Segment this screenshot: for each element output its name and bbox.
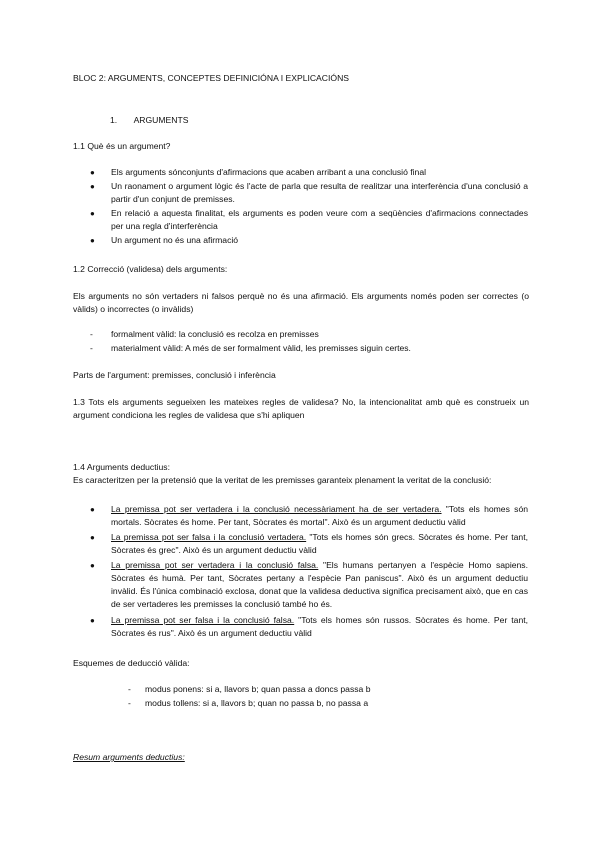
subsection-1-4-intro: Es caracteritzen per la pretensió que la veritat de les premisses garanteix plenament la veritat de la conclusió: xyxy=(73,475,492,485)
dash-icon: - xyxy=(128,684,131,694)
list-item-text xyxy=(111,503,528,529)
bullet-icon: ● xyxy=(90,182,95,191)
list-item-text: Els arguments sónconjunts d'afirmacions que acaben arribant a una conclusió final xyxy=(111,167,427,177)
dash-icon: - xyxy=(90,343,93,353)
bullet-icon: ● xyxy=(90,168,95,177)
list-item-text: En relació a aquesta finalitat, els arguments es poden veure com a seqüències d'afirmacions connectades per una regla d'interferència xyxy=(111,208,528,231)
list-item-rest: "Tots els homes són grecs. Sòcrates és home. Per tant, Sòcrates és grec". Això és un argument deductiu vàlid xyxy=(111,532,528,555)
section-1-number: 1. xyxy=(110,115,118,125)
list-item-lead: La premissa pot ser falsa i la conclusió vertadera. xyxy=(111,532,307,542)
list-item-text: Un raonament o argument lògic és l'acte de parla que resulta de realitzar una interferència d'una conclusió a partir d'un conjunt de premisses. xyxy=(111,181,528,204)
list-item-lead: La premissa pot ser vertadera i la conclusió falsa. xyxy=(111,560,319,570)
bullet-icon: ● xyxy=(90,505,95,514)
bullet-icon: ● xyxy=(90,616,95,625)
deductive-summary-heading: Resum arguments deductius: xyxy=(73,752,185,762)
section-1-heading xyxy=(110,114,410,127)
list-item-rest: "Tots els homes són russos. Sòcrates és home. Per tant, Sòcrates és rus". Això és un argument deductiu vàlid xyxy=(111,615,528,638)
subsection-1-2-paragraph: Els arguments no són vertaders ni falsos perquè no és una afirmació. Els arguments només poden ser correctes (o vàlids) o incorrectes (o invàlids) xyxy=(73,291,529,314)
list-item-text: materialment vàlid: A més de ser formalment vàlid, les premisses siguin certes. xyxy=(111,343,411,353)
list-item-rest: "Tots els homes són mortals. Sòcrates és home. Per tant, Sòcrates és mortal". Això és un argument deductiu vàlid xyxy=(111,504,529,527)
bullet-icon: ● xyxy=(90,209,95,218)
list-item-lead: La premissa pot ser vertadera i la conclusió necessàriament ha de ser vertadera. xyxy=(111,504,442,514)
dash-icon: - xyxy=(90,329,93,339)
document-title: BLOC 2: ARGUMENTS, CONCEPTES DEFINICIÓNA I EXPLICACIÓNS xyxy=(73,73,350,83)
list-item-lead: La premissa pot ser falsa i la conclusió falsa. xyxy=(111,615,295,625)
list-item-text xyxy=(111,614,528,640)
argument-parts-line: Parts de l'argument: premisses, conclusió i inferència xyxy=(73,370,276,380)
subsection-1-4-heading: 1.4 Arguments deductius: xyxy=(73,462,170,472)
list-item-text xyxy=(111,559,528,611)
subsection-1-3-paragraph: 1.3 Tots els arguments segueixen les mateixes regles de validesa? No, la intencionalitat amb què es construeix un argument condiciona les regles de validesa que s'hi apliquen xyxy=(73,397,529,420)
subsection-1-2-heading: 1.2 Correcció (validesa) dels arguments: xyxy=(73,264,228,274)
bullet-icon: ● xyxy=(90,533,95,542)
bullet-icon: ● xyxy=(90,236,95,245)
subsection-1-1-heading: 1.1 Què és un argument? xyxy=(73,141,171,151)
dash-icon: - xyxy=(128,698,131,708)
list-item-rest: "Els humans pertanyen a l'espècie Homo sapiens. Sòcrates és humà. Per tant, Sòcrates pertany a l'espècie Pan paniscus". Això és un argument deductiu invàlid. És l'única combinació exclosa, donat que la validesa deductiva significa precisament això, que en cas de ser vertaderes les premisses la conclusió també ho és. xyxy=(111,560,528,609)
list-item-text: formalment vàlid: la conclusió es recolza en premisses xyxy=(111,329,319,339)
list-item-text xyxy=(111,531,528,557)
bullet-icon: ● xyxy=(90,561,95,570)
section-1-title: ARGUMENTS xyxy=(133,115,189,125)
valid-schemes-heading: Esquemes de deducció vàlida: xyxy=(73,658,190,668)
list-item-text: modus ponens: si a, llavors b; quan passa a doncs passa b xyxy=(145,684,371,694)
list-item-text: modus tollens: si a, llavors b; quan no passa b, no passa a xyxy=(145,698,369,708)
list-item-text: Un argument no és una afirmació xyxy=(111,235,239,245)
